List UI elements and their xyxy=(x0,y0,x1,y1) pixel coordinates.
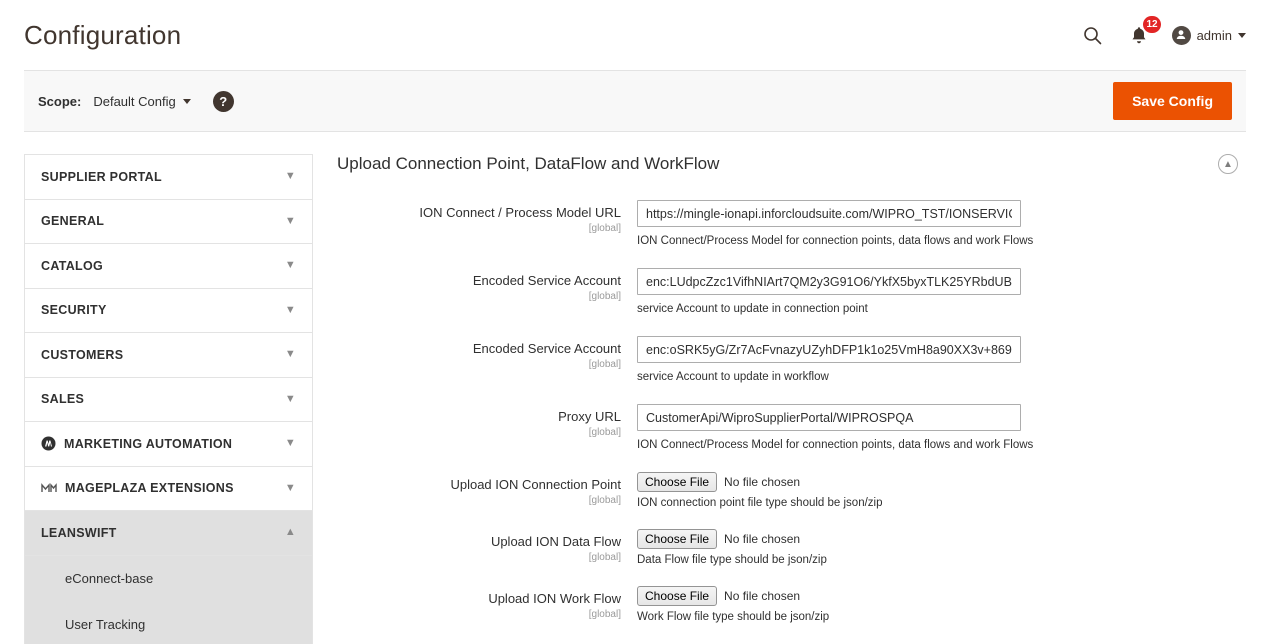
field-label: Proxy URL xyxy=(558,409,621,424)
field-note: ION connection point file type should be json/zip xyxy=(637,497,883,509)
field-label-group xyxy=(337,472,637,506)
chevron-down-icon xyxy=(1238,33,1246,38)
chevron-down-icon: ▼ xyxy=(284,214,296,227)
file-input-row xyxy=(637,472,1238,492)
field-label: Upload ION Connection Point xyxy=(450,477,621,492)
scope-bar xyxy=(24,70,1246,132)
page-title: Configuration xyxy=(24,19,182,50)
sidebar-item-label: SUPPLIER PORTAL xyxy=(41,169,162,184)
selected-file-name: No file chosen xyxy=(724,589,801,603)
field-label: Upload ION Data Flow xyxy=(490,534,621,549)
chevron-up-icon[interactable]: ▲ xyxy=(1218,154,1238,174)
header-actions xyxy=(1080,19,1246,48)
field-scope-tag: [global] xyxy=(588,552,621,563)
field-note: service Account to update in connection point xyxy=(637,303,868,315)
field-scope-tag: [global] xyxy=(588,495,621,506)
sidebar-item-label: CATALOG xyxy=(41,258,104,273)
field-note: service Account to update in workflow xyxy=(637,371,829,383)
save-config-button[interactable]: Save Config xyxy=(1113,82,1232,120)
field-control-group xyxy=(637,529,1238,566)
admin-menu[interactable] xyxy=(1172,26,1246,45)
choose-file-button-connection-point[interactable]: Choose File xyxy=(637,472,717,492)
field-scope-tag: [global] xyxy=(588,223,621,234)
chevron-down-icon: ▼ xyxy=(284,437,296,450)
sidebar-item-label: MARKETING AUTOMATION xyxy=(64,436,233,451)
file-input-row xyxy=(637,529,1238,549)
notifications-bell-icon[interactable] xyxy=(1126,19,1158,48)
sidebar-item-sales[interactable] xyxy=(25,378,312,423)
sidebar-item-customers[interactable] xyxy=(25,333,312,378)
selected-file-name: No file chosen xyxy=(724,475,801,489)
chevron-down-icon: ▼ xyxy=(284,392,296,405)
sidebar-item-mageplaza-extensions[interactable] xyxy=(25,467,312,512)
sidebar-item-label: MAGEPLAZA EXTENSIONS xyxy=(65,481,234,496)
field-note: ION Connect/Process Model for connection points, data flows and work Flows xyxy=(637,439,1034,451)
field-control-group xyxy=(637,586,1238,623)
choose-file-button-data-flow[interactable]: Choose File xyxy=(637,529,717,549)
page-body xyxy=(0,132,1270,644)
question-mark-icon[interactable]: ? xyxy=(213,91,234,112)
field-note: Work Flow file type should be json/zip xyxy=(637,611,830,623)
sidebar-subitem-user-tracking[interactable] xyxy=(25,602,312,644)
sidebar-item-label: SALES xyxy=(41,392,85,407)
sidebar-subitem-label: eConnect-base xyxy=(65,571,154,586)
page-header xyxy=(0,0,1270,70)
field-label: Encoded Service Account xyxy=(472,273,621,288)
field-scope-tag: [global] xyxy=(588,609,621,620)
section-title: Upload Connection Point, DataFlow and WorkFlow xyxy=(337,154,720,173)
sidebar-item-label: CUSTOMERS xyxy=(41,347,124,362)
mageworx-icon xyxy=(41,436,56,451)
field-row-proxy-url xyxy=(337,404,1238,452)
sidebar-item-supplier-portal[interactable] xyxy=(25,155,312,200)
field-label: ION Connect / Process Model URL xyxy=(419,205,621,220)
chevron-down-icon: ▼ xyxy=(284,170,296,183)
chevron-up-icon: ▲ xyxy=(284,526,296,539)
section-header xyxy=(337,154,1238,180)
field-scope-tag: [global] xyxy=(588,359,621,370)
field-row-upload-ion-data-flow xyxy=(337,529,1238,566)
config-sidebar xyxy=(24,154,313,644)
chevron-down-icon: ▼ xyxy=(284,259,296,272)
chevron-down-icon: ▼ xyxy=(284,348,296,361)
field-note: Data Flow file type should be json/zip xyxy=(637,554,827,566)
field-label-group xyxy=(337,404,637,438)
sidebar-item-label: GENERAL xyxy=(41,214,105,229)
field-label: Upload ION Work Flow xyxy=(488,591,621,606)
chevron-down-icon: ▼ xyxy=(284,303,296,316)
field-control-group xyxy=(637,268,1238,316)
field-row-upload-ion-work-flow xyxy=(337,586,1238,623)
sidebar-subitem-econnect-base[interactable] xyxy=(25,556,312,602)
field-row-encoded-service-account-workflow xyxy=(337,336,1238,384)
user-icon xyxy=(1172,26,1191,45)
field-control-group xyxy=(637,200,1238,248)
notification-count-badge: 12 xyxy=(1143,16,1160,33)
field-note: ION Connect/Process Model for connection points, data flows and work Flows xyxy=(637,235,1034,247)
config-section xyxy=(337,154,1246,644)
sidebar-item-label: SECURITY xyxy=(41,303,107,318)
sidebar-item-general[interactable] xyxy=(25,200,312,245)
sidebar-subsection-leanswift xyxy=(25,556,312,644)
field-label-group xyxy=(337,586,637,620)
field-control-group xyxy=(637,404,1238,452)
mageplaza-icon xyxy=(41,482,57,494)
field-label-group xyxy=(337,200,637,234)
sidebar-item-catalog[interactable] xyxy=(25,244,312,289)
field-control-group xyxy=(637,472,1238,509)
encoded-service-account-connection-point-input[interactable] xyxy=(637,268,1021,295)
sidebar-item-marketing-automation[interactable] xyxy=(25,422,312,467)
field-scope-tag: [global] xyxy=(588,291,621,302)
admin-label: admin xyxy=(1196,27,1232,43)
field-label-group xyxy=(337,529,637,563)
ion-connect-url-input[interactable] xyxy=(637,200,1021,227)
field-label-group xyxy=(337,268,637,302)
sidebar-item-leanswift[interactable] xyxy=(25,511,312,556)
search-icon[interactable] xyxy=(1080,22,1106,48)
proxy-url-input[interactable] xyxy=(637,404,1021,431)
field-control-group xyxy=(637,336,1238,384)
selected-file-name: No file chosen xyxy=(724,532,801,546)
sidebar-subitem-label: User Tracking xyxy=(65,617,146,632)
field-scope-tag: [global] xyxy=(588,427,621,438)
field-label: Encoded Service Account xyxy=(472,341,621,356)
field-row-encoded-service-account-connection-point xyxy=(337,268,1238,316)
field-row-upload-ion-connection-point xyxy=(337,472,1238,509)
field-label-group xyxy=(337,336,637,370)
file-input-row xyxy=(637,586,1238,606)
sidebar-item-label: LEANSWIFT xyxy=(41,525,117,540)
field-row-ion-connect-url xyxy=(337,200,1238,248)
choose-file-button-work-flow[interactable]: Choose File xyxy=(637,586,717,606)
sidebar-item-security[interactable] xyxy=(25,289,312,334)
chevron-down-icon: ▼ xyxy=(284,481,296,494)
scope-label: Scope: xyxy=(38,93,82,109)
scope-selector[interactable] xyxy=(93,94,190,109)
chevron-down-icon xyxy=(183,99,191,104)
encoded-service-account-workflow-input[interactable] xyxy=(637,336,1021,363)
scope-selected-value: Default Config xyxy=(93,93,176,109)
